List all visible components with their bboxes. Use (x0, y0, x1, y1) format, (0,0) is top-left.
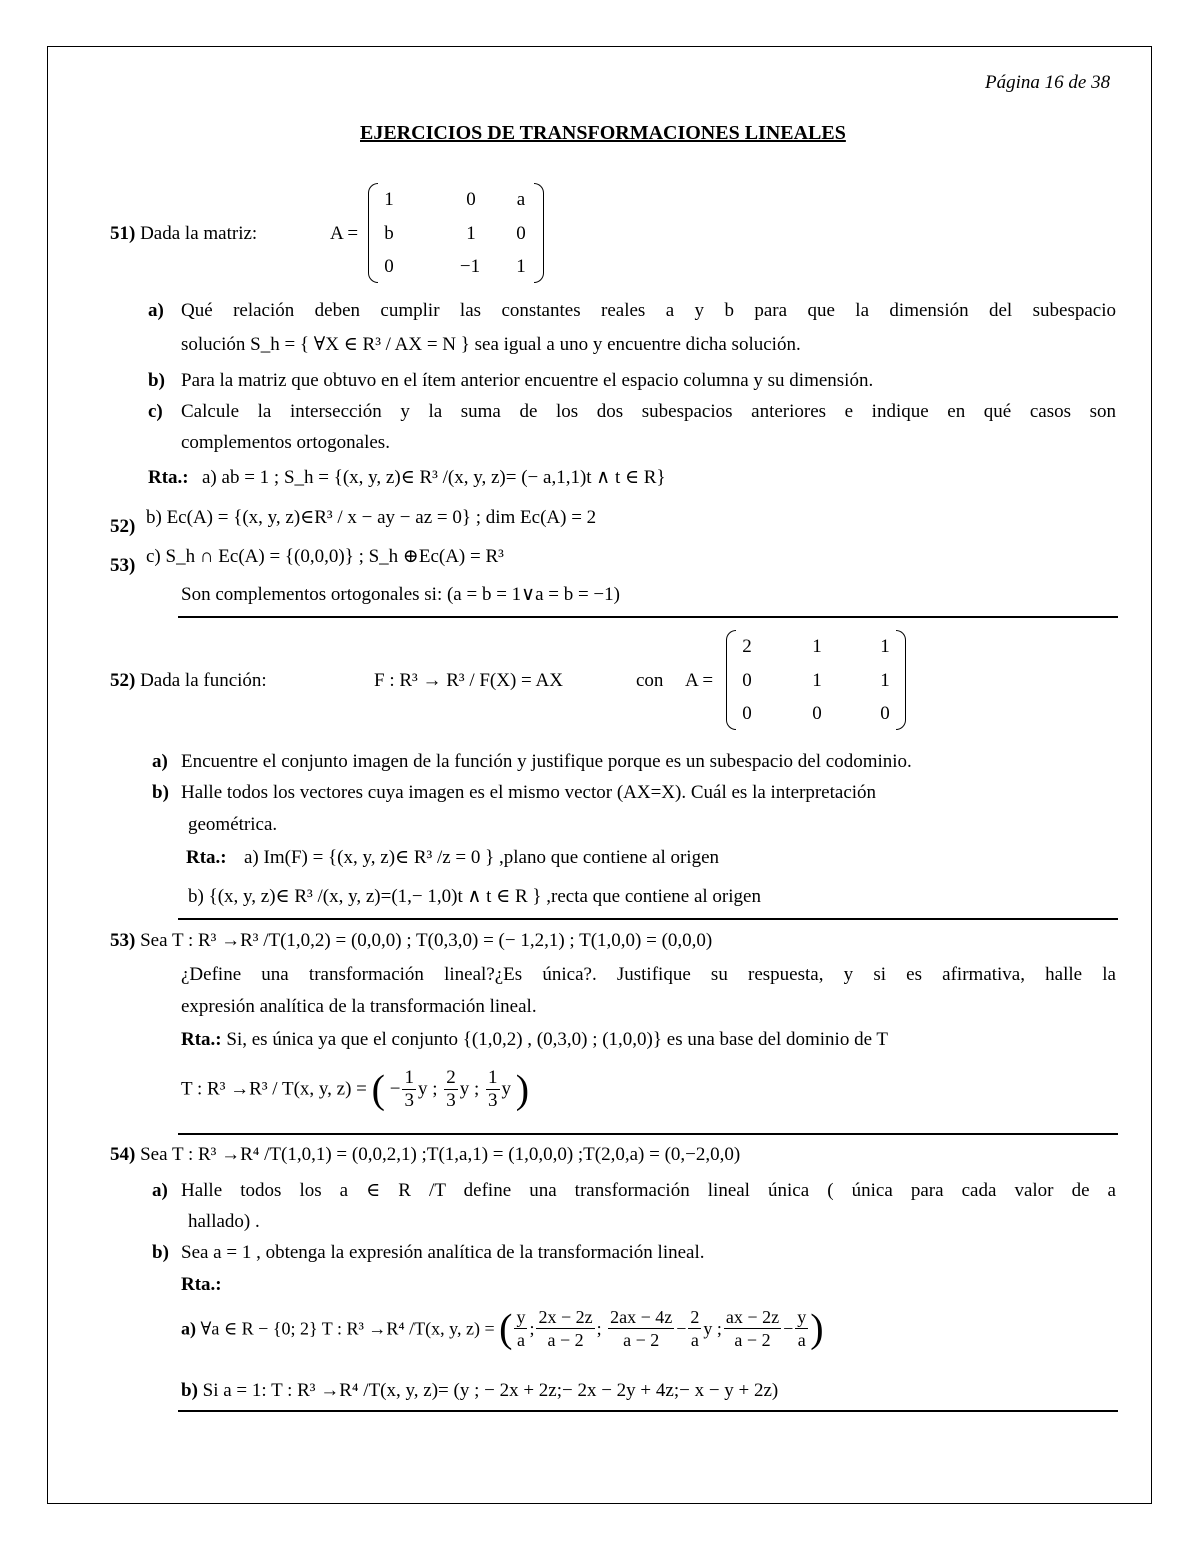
fraction (444, 1067, 458, 1112)
ex51-rta-c: c) S_h ∩ Ec(A) = {(0,0,0)} ; S_h ⊕Ec(A) = R³ (146, 546, 504, 567)
numerator: 1 (488, 1067, 498, 1088)
ex51-matrix-label: A = (330, 223, 359, 244)
numerator: 2 (690, 1307, 700, 1327)
divider (178, 1133, 1118, 1135)
ex54-number: 54) (110, 1144, 136, 1165)
ex52-matrix-label: A = (685, 670, 714, 691)
ex54-b-label: b) (152, 1242, 169, 1263)
ex53-question: ¿Define una transformación lineal?¿Es única?. Justifique su respuesta, y si es afirmativa, halle la (181, 964, 1116, 985)
matrix-cell: 0 (466, 189, 476, 210)
ex54-rta-b-text: Si a = 1: T : R³ →R⁴ /T(x, y, z)= (y ; − 2x + 2z;− 2x − 2y + 4z;− x − y + 2z) (202, 1380, 779, 1401)
ex51-rta-b: b) Ec(A) = {(x, y, z)∈R³ / x − ay − az = 0} ; dim Ec(A) = 2 (146, 507, 597, 528)
ex52-rta-b: b) {(x, y, z)∈ R³ /(x, y, z)=(1,− 1,0)t ∧ t ∈ R } ,recta que contiene al origen (188, 886, 761, 907)
ex51-intro: Dada la matriz: (140, 223, 258, 244)
matrix-cell: 1 (516, 256, 526, 277)
ex54-rta-a-lhs: ∀a ∈ R − {0; 2} T : R³ →R⁴ /T(x, y, z) = (200, 1318, 495, 1339)
ex54-rta-b (181, 1380, 778, 1402)
fraction (724, 1306, 781, 1351)
ex54-definition: T : R³ →R⁴ /T(1,0,1) = (0,0,2,1) ;T(1,a,1) = (1,0,0,0) ;T(2,0,a) = (0,−2,0,0) (171, 1144, 741, 1165)
denominator: 3 (488, 1090, 498, 1111)
ex52-b-text: Halle todos los vectores cuya imagen es el mismo vector (AX=X). Cuál es la interpretación (181, 782, 877, 803)
matrix-cell: 1 (384, 189, 394, 210)
matrix-cell: 0 (880, 703, 890, 724)
fraction (608, 1306, 674, 1351)
denominator: 3 (404, 1090, 414, 1111)
matrix-cell: 0 (516, 223, 526, 244)
ex51-number: 51) (110, 223, 136, 244)
ex52-b-label: b) (152, 782, 169, 803)
ex52-number: 52) (110, 670, 136, 691)
ex52-intro: Dada la función: (140, 670, 267, 691)
ex52-function: F : R³ → R³ / F(X) = AX (374, 670, 563, 691)
matrix-cell: −1 (459, 256, 481, 277)
ex51-a-text-2: solución S_h = { ∀X ∈ R³ / AX = N } sea igual a uno y encuentre dicha solución. (181, 334, 801, 355)
fraction (688, 1306, 701, 1351)
term-var: y (501, 1078, 511, 1100)
ex54-a-label: a) (152, 1180, 168, 1201)
matrix-cell: 1 (466, 223, 476, 244)
matrix-cell: a (516, 189, 526, 210)
ex53-formula-lhs: T : R³ →R³ / T(x, y, z) = (181, 1078, 367, 1100)
denominator: a (797, 1330, 806, 1350)
numerator: ax − 2z (725, 1307, 780, 1327)
numerator: 1 (404, 1067, 414, 1088)
ex53-question-2: expresión analítica de la transformación lineal. (181, 996, 537, 1017)
ex52-rta-a: a) Im(F) = {(x, y, z)∈ R³ /z = 0 } ,plano que contiene al origen (244, 847, 720, 868)
ex53-heading (110, 930, 712, 952)
ex54-b-text: Sea a = 1 , obtenga la expresión analítica de la transformación lineal. (181, 1242, 705, 1263)
matrix-cell: 0 (742, 703, 752, 724)
ex52-con: con (636, 670, 664, 691)
ex52-a-label: a) (152, 751, 168, 772)
fraction (795, 1306, 808, 1351)
ex51-a-label: a) (148, 300, 164, 321)
denominator: 3 (446, 1090, 456, 1111)
ex53-rta (181, 1029, 888, 1051)
ex54-a-text-2: hallado) . (188, 1211, 260, 1232)
ex54-rta-a: a) ∀a ∈ R − {0; 2} T : R³ →R⁴ /T(x, y, z) = ( $\frac{y}{a}$ ; $\frac{2x - 2z}{a - 2}$ ; $\frac{2ax - 4z}{a - 2}$ − $\frac{2}{a}$ y ; $\frac{ax - 2z}{a - 2}$ − $\frac{y}{a}$ ) (181, 1305, 824, 1351)
denominator: a − 2 (547, 1330, 584, 1350)
ex51-b-text: Para la matriz que obtuvo en el ítem anterior encuentre el espacio columna y su dimensión. (181, 370, 874, 391)
fraction (486, 1067, 500, 1112)
ex52-heading (110, 670, 267, 692)
fraction (536, 1306, 594, 1351)
matrix-cell: b (384, 223, 394, 244)
ex53-rta-label: Rta.: (181, 1029, 222, 1050)
matrix-cell: 0 (812, 703, 822, 724)
matrix-cell: 0 (384, 256, 394, 277)
divider (178, 616, 1118, 618)
term-var: y ; (459, 1078, 480, 1100)
minus-sign: − (389, 1078, 401, 1100)
ex51-stray-52: 52) (110, 516, 136, 537)
term-var: y ; (417, 1078, 438, 1100)
ex52-a-text: Encuentre el conjunto imagen de la función y justifique porque es un subespacio del codominio. (181, 751, 912, 772)
ex51-rta-a: a) ab = 1 ; S_h = {(x, y, z)∈ R³ /(x, y, z)= (− a,1,1)t ∧ t ∈ R} (202, 467, 666, 488)
page-number: Página 16 de 38 (985, 72, 1111, 93)
ex53-number: 53) (110, 930, 136, 951)
denominator: a (690, 1330, 699, 1350)
ex51-heading (110, 223, 257, 245)
numerator: y (516, 1307, 526, 1327)
fraction (514, 1306, 527, 1351)
ex53-formula: T : R³ →R³ / T(x, y, z) = ( − $\frac{1}{3}$ y ; $\frac{2}{3}$ y ; $\frac{1}{3}$ y ) (181, 1066, 530, 1112)
ex53-rta-text: Si, es única ya que el conjunto {(1,0,2) , (0,3,0) ; (1,0,0)} es una base del dominio de T (226, 1029, 889, 1050)
numerator: y (797, 1307, 807, 1327)
ex51-a-text: Qué relación deben cumplir las constantes reales a y b para que la dimensión del subespacio (181, 300, 1116, 321)
numerator: 2x − 2z (538, 1307, 593, 1327)
denominator: a − 2 (734, 1330, 771, 1350)
ex52-b-text-2: geométrica. (188, 814, 278, 835)
fraction (402, 1067, 416, 1112)
ex53-sea: Sea (140, 930, 168, 951)
numerator: 2ax − 4z (610, 1307, 673, 1327)
ex54-rta-a-label: a) (181, 1318, 196, 1339)
ex52-matrix (726, 630, 906, 730)
denominator: a (516, 1330, 525, 1350)
ex54-rta-label: Rta.: (181, 1274, 222, 1295)
ex51-c-label: c) (148, 401, 163, 422)
page-title: EJERCICIOS DE TRANSFORMACIONES LINEALES (360, 122, 846, 144)
ex54-heading (110, 1144, 740, 1166)
ex53-definition: T : R³ →R³ /T(1,0,2) = (0,0,0) ; T(0,3,0) = (− 1,2,1) ; T(1,0,0) = (0,0,0) (171, 930, 713, 951)
denominator: a − 2 (623, 1330, 660, 1350)
ex52-rta-label: Rta.: (186, 847, 227, 868)
matrix-cell: 1 (812, 670, 822, 691)
matrix-cell: 1 (880, 636, 890, 657)
ex51-stray-53: 53) (110, 555, 136, 576)
ex51-matrix (368, 183, 544, 283)
ex51-c-text-2: complementos ortogonales. (181, 432, 390, 453)
ex51-b-label: b) (148, 370, 165, 391)
matrix-cell: 1 (812, 636, 822, 657)
ex54-a-text: Halle todos los a ∈ R /T define una transformación lineal única ( única para cada valor de a (181, 1180, 1116, 1201)
matrix-cell: 0 (742, 670, 752, 691)
term-var: y ; (703, 1318, 722, 1339)
ex54-sea: Sea (140, 1144, 168, 1165)
matrix-cell: 2 (742, 636, 752, 657)
ex51-c-text: Calcule la intersección y la suma de los dos subespacios anteriores e indique en qué casos son (181, 401, 1116, 422)
ex51-rta-label: Rta.: (148, 467, 189, 488)
numerator: 2 (446, 1067, 456, 1088)
ex51-rta-c2: Son complementos ortogonales si: (a = b = 1∨a = b = −1) (181, 584, 620, 605)
ex54-rta-b-label: b) (181, 1380, 198, 1401)
matrix-cell: 1 (880, 670, 890, 691)
divider (178, 918, 1118, 920)
divider (178, 1410, 1118, 1412)
